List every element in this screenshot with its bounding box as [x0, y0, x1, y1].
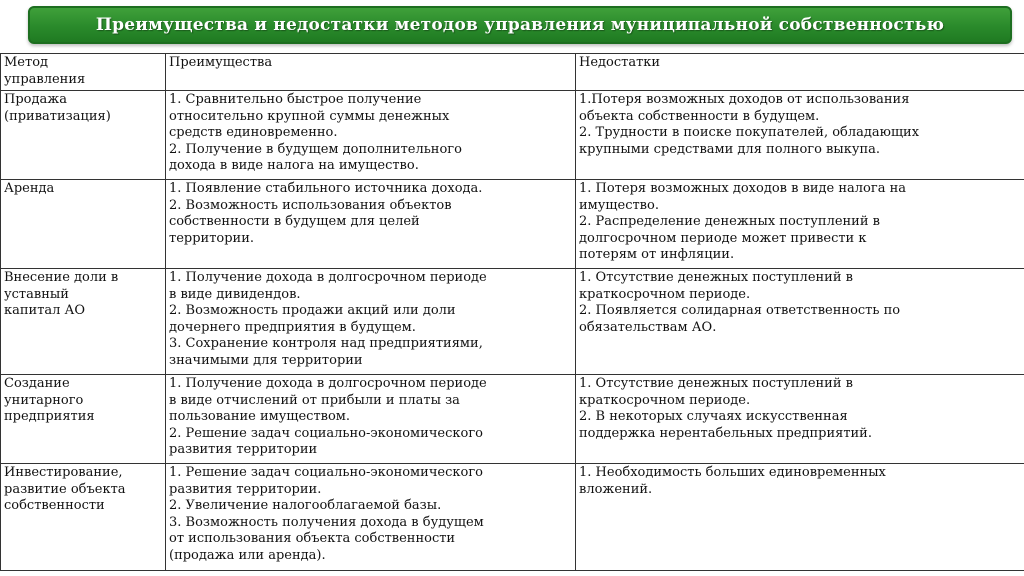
- cell-advantages: 1. Получение дохода в долгосрочном периоде в виде отчислений от прибыли и платы за пользование имуществом. 2. Решение задач социально-экономического развития территории: [166, 375, 576, 464]
- cell-disadvantages: 1. Необходимость больших единовременных вложений.: [576, 464, 1024, 571]
- cell-disadvantages: 1. Отсутствие денежных поступлений в краткосрочном периоде. 2. В некоторых случаях искусственная поддержка нерентабельных предприятий.: [576, 375, 1024, 464]
- header-disadvantages: Недостатки: [576, 54, 1024, 91]
- table-row: [1, 180, 1024, 269]
- cell-disadvantages: 1. Отсутствие денежных поступлений в краткосрочном периоде. 2. Появляется солидарная ответственность по обязательствам АО.: [576, 269, 1024, 375]
- cell-method: Создание унитарного предприятия: [1, 375, 166, 464]
- comparison-table-container: [0, 53, 1024, 576]
- table-row: [1, 464, 1024, 571]
- title-banner: [28, 6, 1012, 44]
- cell-advantages: 1. Сравнительно быстрое получение относительно крупной суммы денежных средств единовременно. 2. Получение в будущем дополнительного дохода в виде налога на имущество.: [166, 91, 576, 180]
- header-method: Метод управления: [1, 54, 166, 91]
- cell-advantages: 1. Появление стабильного источника дохода. 2. Возможность использования объектов собственности в будущем для целей территории.: [166, 180, 576, 269]
- cell-method: Аренда: [1, 180, 166, 269]
- cell-method: Продажа (приватизация): [1, 91, 166, 180]
- table-row: [1, 269, 1024, 375]
- cell-advantages: 1. Решение задач социально-экономического развития территории. 2. Увеличение налогооблагаемой базы. 3. Возможность получения дохода в будущем от использования объекта собственности (продажа или аренда).: [166, 464, 576, 571]
- comparison-table: [0, 53, 1024, 571]
- cell-disadvantages: 1.Потеря возможных доходов от использования объекта собственности в будущем. 2. Трудности в поиске покупателей, обладающих крупными средствами для полного выкупа.: [576, 91, 1024, 180]
- cell-advantages: 1. Получение дохода в долгосрочном периоде в виде дивидендов. 2. Возможность продажи акций или доли дочернего предприятия в будущем. 3. Сохранение контроля над предприятиями, значимыми для территории: [166, 269, 576, 375]
- cell-method: Внесение доли в уставный капитал АО: [1, 269, 166, 375]
- page-title: Преимущества и недостатки методов управления муниципальной собственностью: [95, 15, 945, 35]
- table-header-row: [1, 54, 1024, 91]
- cell-method: Инвестирование, развитие объекта собственности: [1, 464, 166, 571]
- header-advantages: Преимущества: [166, 54, 576, 91]
- cell-disadvantages: 1. Потеря возможных доходов в виде налога на имущество. 2. Распределение денежных поступлений в долгосрочном периоде может привести к потерям от инфляции.: [576, 180, 1024, 269]
- table-row: [1, 375, 1024, 464]
- table-row: [1, 91, 1024, 180]
